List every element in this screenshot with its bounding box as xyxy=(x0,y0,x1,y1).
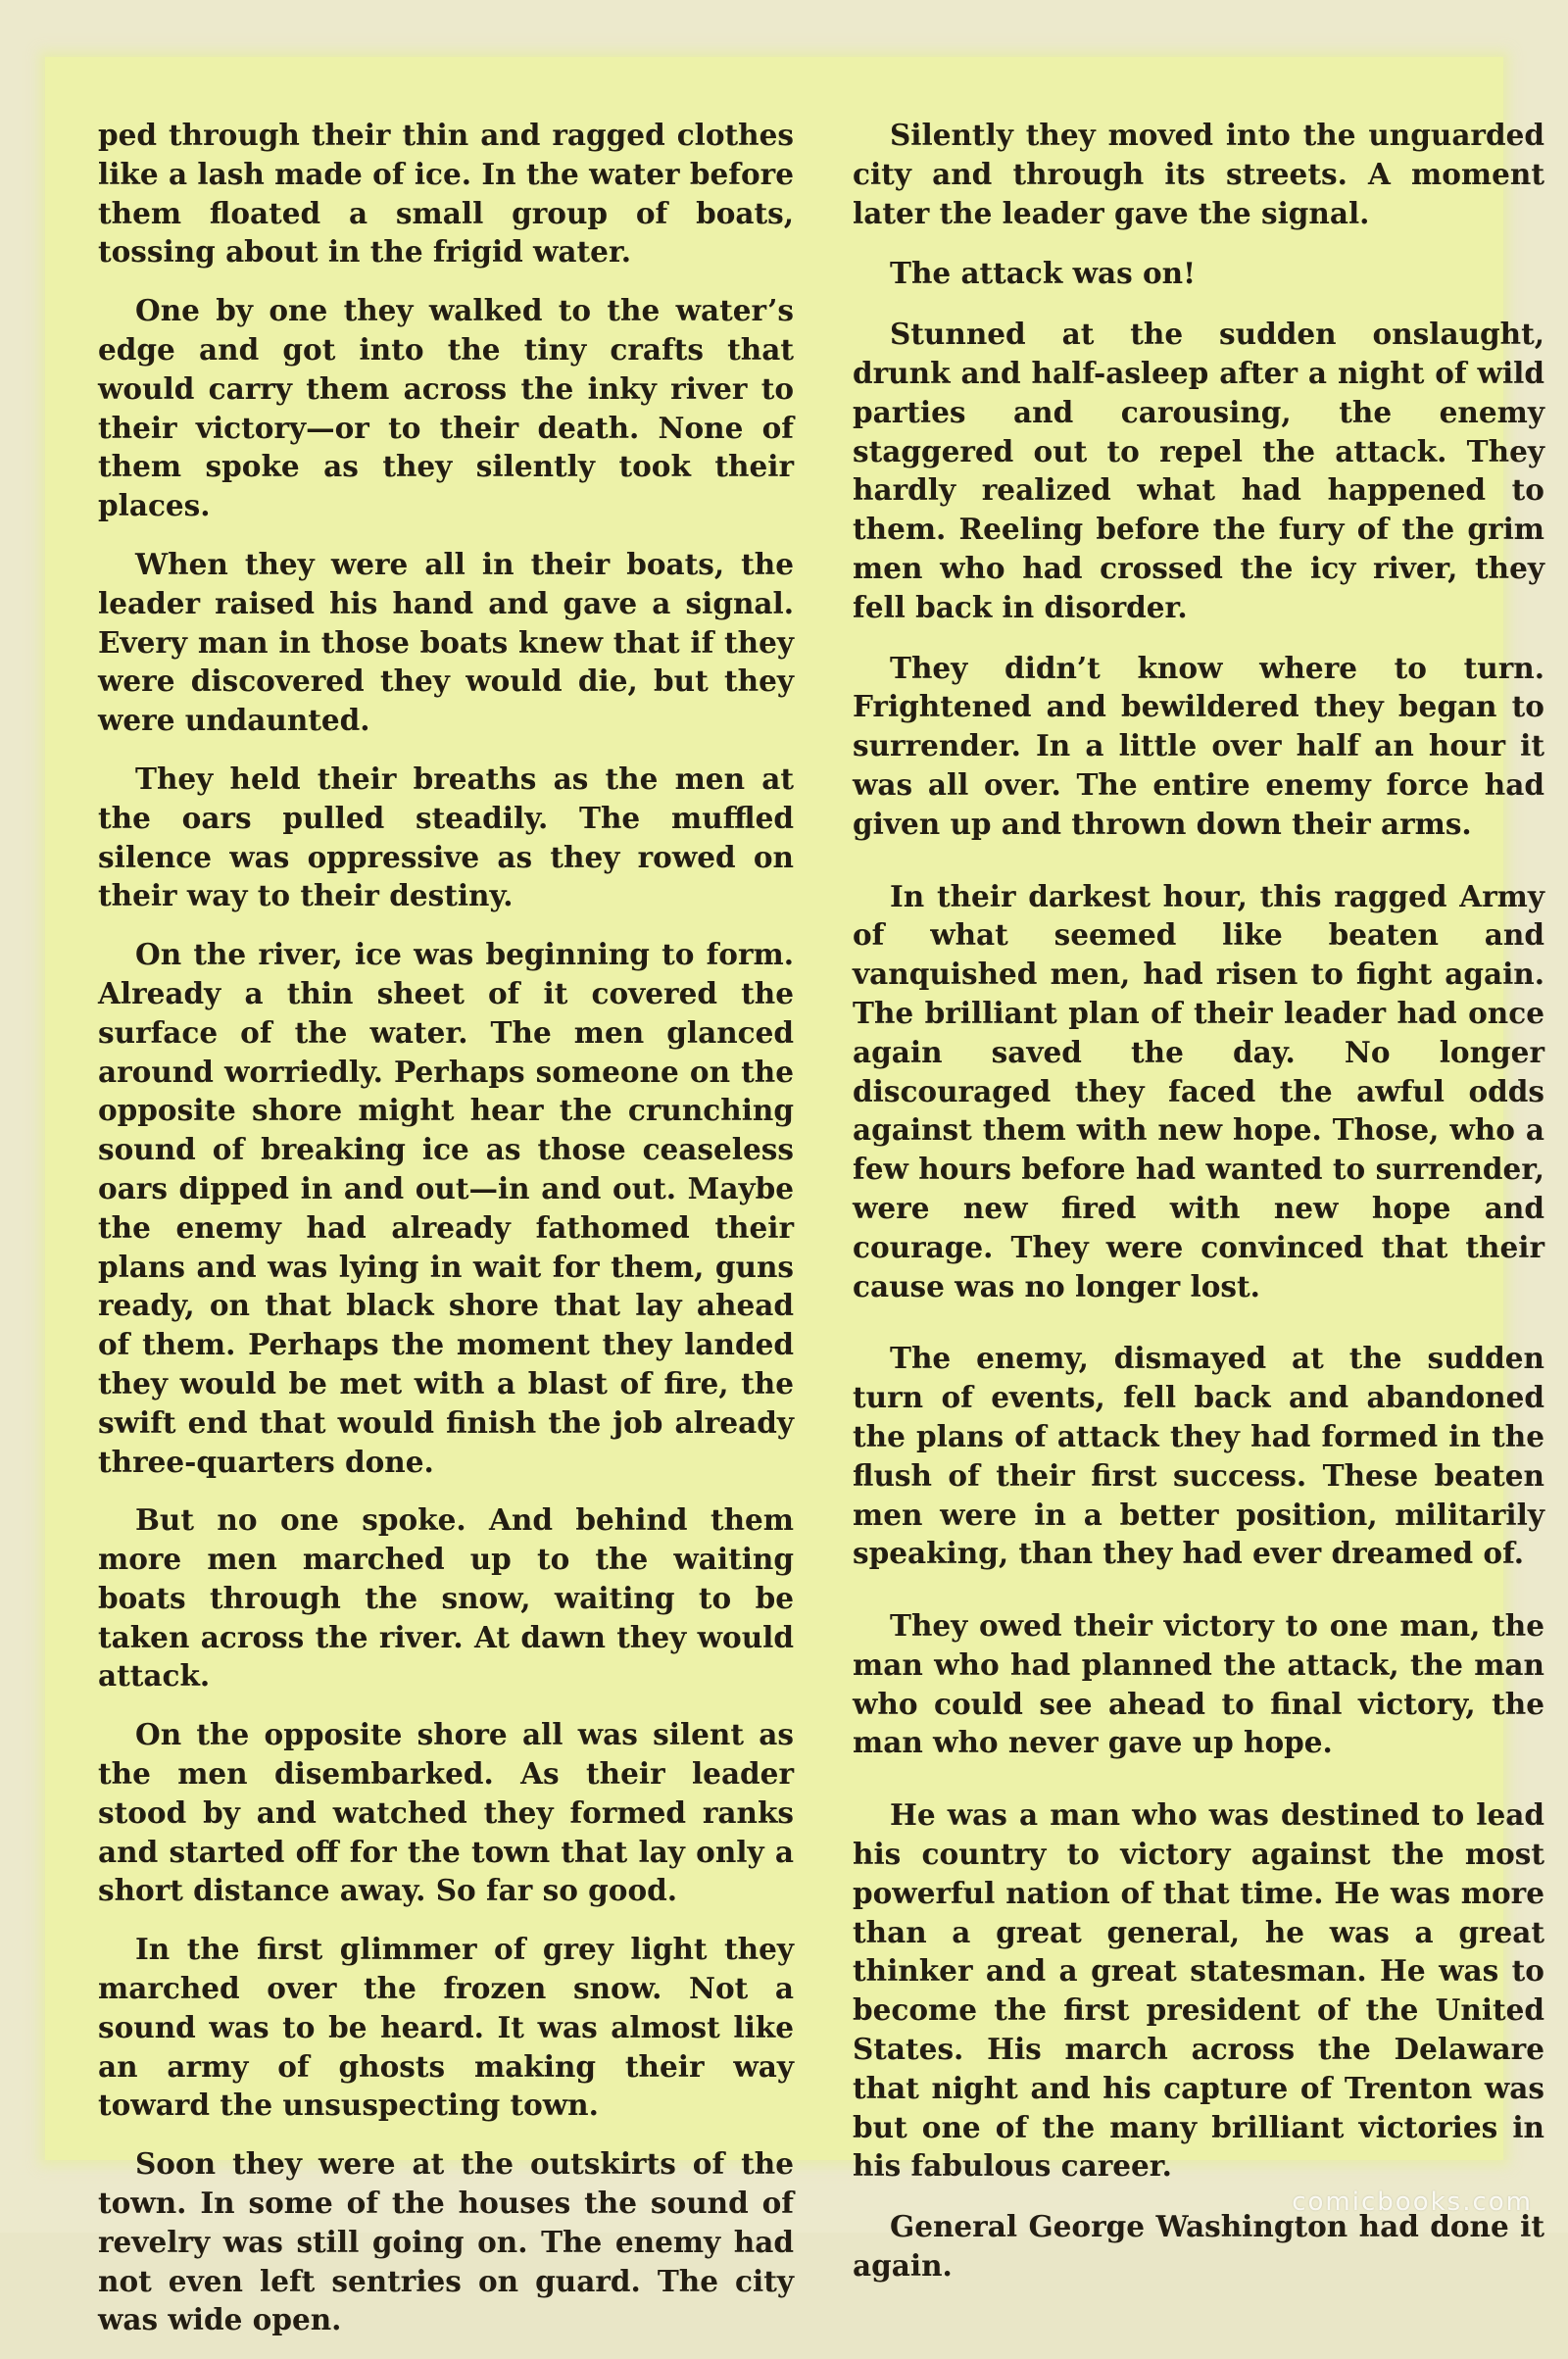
paragraph: One by one they walked to the water’s edge and got into the tiny crafts that would carry them across the inky river to their victory—or to their death. None of them spoke as they silently took their places. xyxy=(98,293,794,523)
right-column xyxy=(853,116,1544,2307)
paragraph: They didn’t know where to turn. Frightened and bewildered they began to surrender. In a little over half an hour it was all over. The entire enemy force had given up and thrown down their arms. xyxy=(853,650,1544,841)
paragraph: On the river, ice was beginning to form. Already a thin sheet of it covered the surface of the water. The men glanced around worriedly. Perhaps someone on the opposite shore might hear the crunching sound of breaking ice as those ceaseless oars dipped in and out—in and out. Maybe the enemy had already fathomed their plans and was lying in wait for them, guns ready, on that black shore that lay ahead of them. Perhaps the moment they landed they would be met with a blast of fire, the swift end that would finish the job already three-quarters done. xyxy=(98,937,794,1479)
watermark: comicbooks.com xyxy=(1292,2187,1533,2217)
paragraph: But no one spoke. And behind them more men marched up to the waiting boats through the snow, waiting to be taken across the river. At dawn they would attack. xyxy=(98,1502,794,1694)
paragraph: They held their breaths as the men at the oars pulled steadily. The muffled silence was oppressive as they rowed on their way to their destiny. xyxy=(98,761,794,913)
paragraph: He was a man who was destined to lead his country to victory against the most powerful nation of that time. He was more than a great general, he was a great thinker and a great statesman. He was to become the first president of the United States. His march across the Delaware that night and his capture of Trenton was but one of the many brilliant victories in his fabulous career. xyxy=(853,1797,1544,2184)
paragraph: When they were all in their boats, the leader raised his hand and gave a signal. Every man in those boats knew that if they were discovered they would die, but they were undaunted. xyxy=(98,546,794,738)
paragraph: Soon they were at the outskirts of the town. In some of the houses the sound of revelry was still going on. The enemy had not even left sentries on guard. The city was wide open. xyxy=(98,2146,794,2337)
paragraph: The enemy, dismayed at the sudden turn of events, fell back and abandoned the plans of attack they had formed in the flush of their first success. These beaten men were in a better position, militarily speaking, than they had ever dreamed of. xyxy=(853,1341,1544,1571)
paragraph: General George Washington had done it again. xyxy=(853,2209,1544,2284)
paragraph: In the first glimmer of grey light they marched over the frozen snow. Not a sound was to be heard. It was almost like an army of ghosts making their way toward the unsuspecting town. xyxy=(98,1932,794,2123)
paragraph: On the opposite shore all was silent as the men disembarked. As their leader stood by and watched they formed ranks and started off for the town that lay only a short distance away. So far so good. xyxy=(98,1717,794,1908)
paragraph: They owed their victory to one man, the man who had planned the attack, the man who could see ahead to final victory, the man who never gave up hope. xyxy=(853,1608,1544,1760)
paragraph: Stunned at the sudden onslaught, drunk and half-asleep after a night of wild parties and carousing, the enemy staggered out to repel the attack. They hardly realized what had happened to them. Reeling before the fury of the grim men who had crossed the icy river, they fell back in disorder. xyxy=(853,317,1544,624)
paragraph: ped through their thin and ragged clothes like a lash made of ice. In the water before them floated a small group of boats, tossing about in the frigid water. xyxy=(98,118,794,270)
paragraph: The attack was on! xyxy=(890,256,1197,291)
left-column xyxy=(98,116,794,2359)
paragraph: In their darkest hour, this ragged Army of what seemed like beaten and vanquished men, had risen to fight again. The brilliant plan of their leader had once again saved the day. No longer discouraged they faced the awful odds against them with new hope. Those, who a few hours before had wanted to surrender, were new fired with new hope and courage. They were convinced that their cause was no longer lost. xyxy=(853,878,1544,1303)
paragraph: Silently they moved into the unguarded city and through its streets. A moment later the leader gave the signal. xyxy=(853,118,1544,230)
